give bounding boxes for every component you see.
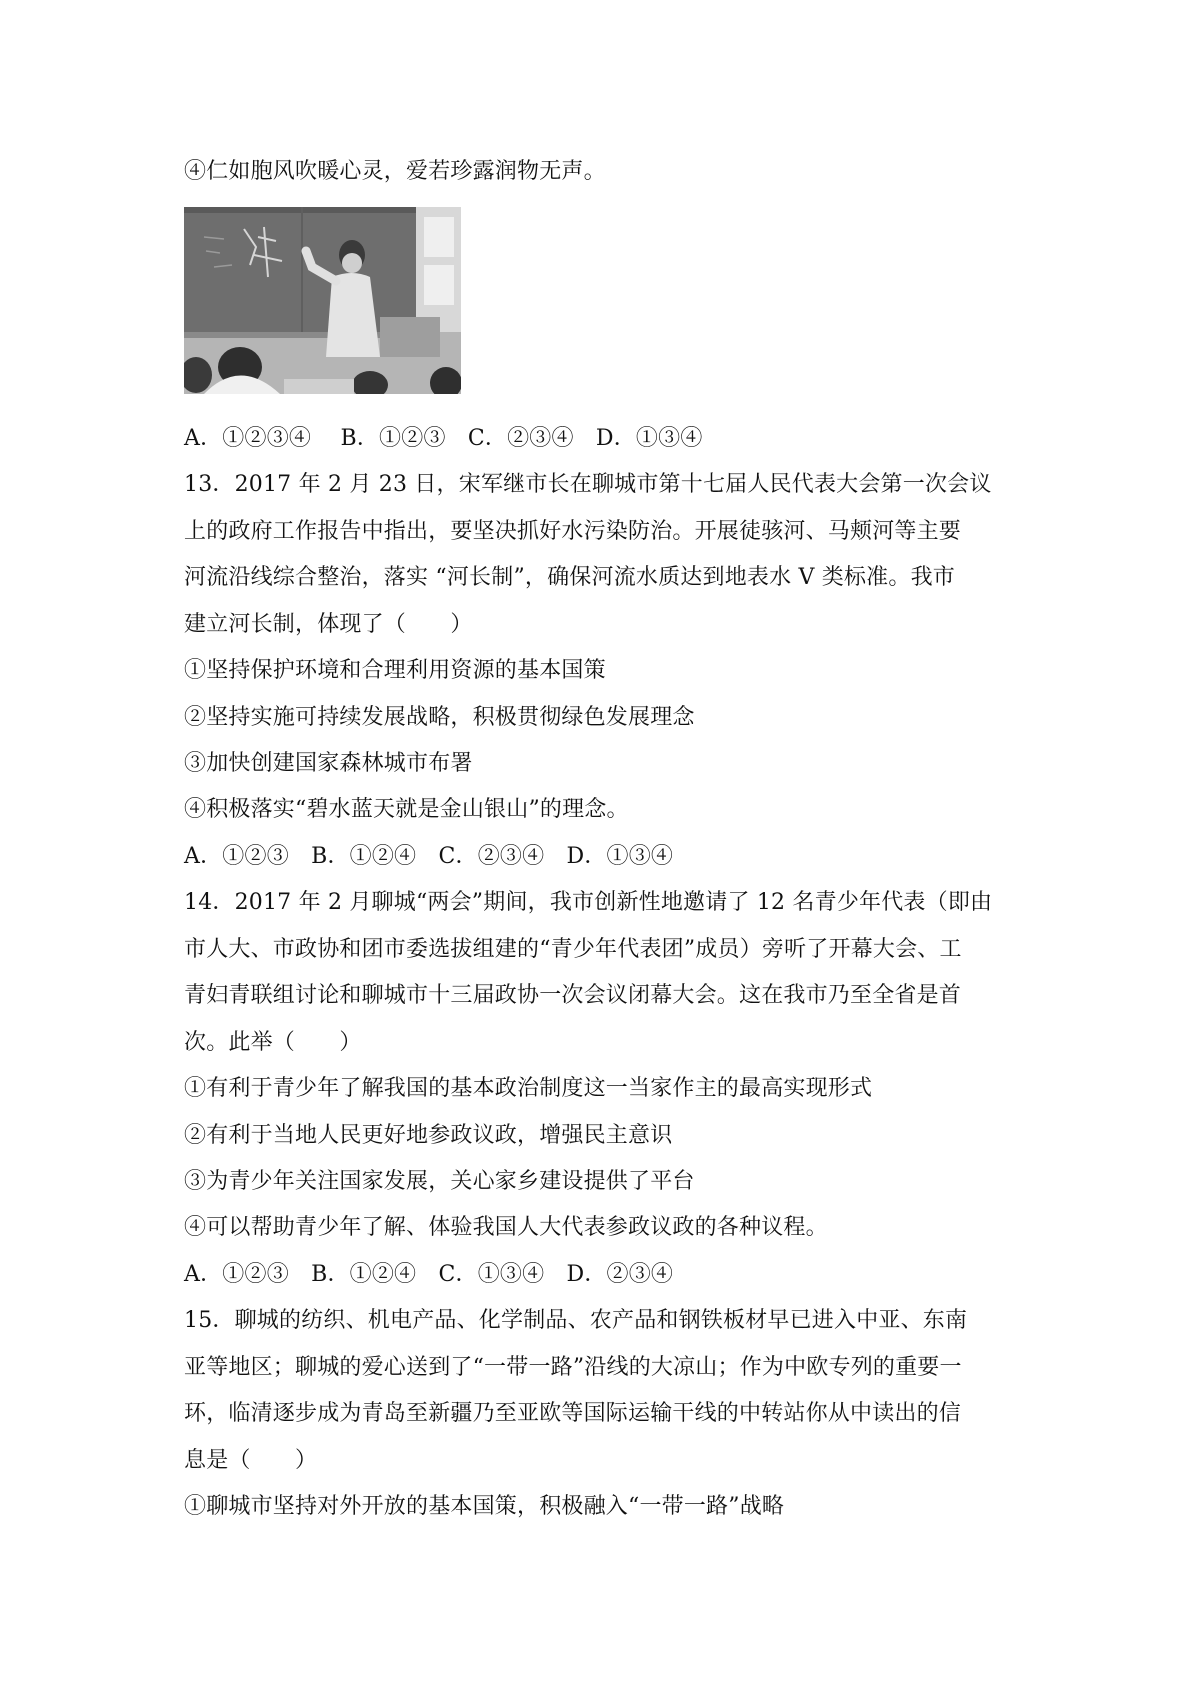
question-13-line-2: 上的政府工作报告中指出，要坚决抓好水污染防治。开展徒骇河、马颊河等主要 (184, 519, 962, 544)
question-14-line-3: 青妇青联组讨论和聊城市十三届政协一次会议闭幕大会。这在我市乃至全省是首 (184, 983, 962, 1008)
question-14-option-3: ③为青少年关注国家发展，关心家乡建设提供了平台 (184, 1169, 695, 1194)
question-15-line-1: 15．聊城的纺织、机电产品、化学制品、农产品和钢铁板材早已进入中亚、东南 (184, 1308, 968, 1333)
question-14-line-2: 市人大、市政协和团市委选拔组建的“青少年代表团”成员）旁听了开幕大会、工 (184, 937, 962, 962)
question-13-line-4: 建立河长制，体现了（ ） (184, 612, 473, 637)
question-14-option-1: ①有利于青少年了解我国的基本政治制度这一当家作主的最高实现形式 (184, 1076, 873, 1101)
question-13-option-4: ④积极落实“碧水蓝天就是金山银山”的理念。 (184, 797, 629, 822)
answer-options-14: A．①②③ B．①②④ C．①③④ D．②③④ (184, 1262, 674, 1287)
question-14-line-4: 次。此举（ ） (184, 1030, 362, 1055)
option-line-4: ④仁如胞风吹暖心灵，爱若珍露润物无声。 (184, 159, 606, 184)
question-14-option-2: ②有利于当地人民更好地参政议政，增强民主意识 (184, 1123, 673, 1148)
question-13-option-2: ②坚持实施可持续发展战略，积极贯彻绿色发展理念 (184, 705, 695, 730)
answer-options-12: A．①②③④ B．①②③ C．②③④ D．①③④ (184, 426, 703, 451)
question-15-line-2: 亚等地区；聊城的爱心送到了“一带一路”沿线的大凉山；作为中欧专列的重要一 (184, 1355, 962, 1380)
question-15-option-1: ①聊城市坚持对外开放的基本国策，积极融入“一带一路”战略 (184, 1494, 785, 1519)
question-13-line-3: 河流沿线综合整治，落实 “河长制”，确保河流水质达到地表水 V 类标准。我市 (184, 565, 955, 590)
question-15-line-4: 息是（ ） (184, 1448, 318, 1473)
question-13-line-1: 13．2017 年 2 月 23 日，宋军继市长在聊城市第十七届人民代表大会第一次会议 (184, 472, 992, 497)
classroom-photo-image (184, 207, 461, 394)
answer-options-13: A．①②③ B．①②④ C．②③④ D．①③④ (184, 844, 674, 869)
question-14-option-4: ④可以帮助青少年了解、体验我国人大代表参政议政的各种议程。 (184, 1215, 828, 1240)
question-13-option-3: ③加快创建国家森林城市布署 (184, 751, 473, 776)
question-15-line-3: 环，临清逐步成为青岛至新疆乃至亚欧等国际运输干线的中转站你从中读出的信 (184, 1401, 962, 1426)
question-13-option-1: ①坚持保护环境和合理利用资源的基本国策 (184, 658, 606, 683)
question-14-line-1: 14．2017 年 2 月聊城“两会”期间，我市创新性地邀请了 12 名青少年代表（即由 (184, 890, 993, 915)
classroom-photo (184, 207, 461, 394)
